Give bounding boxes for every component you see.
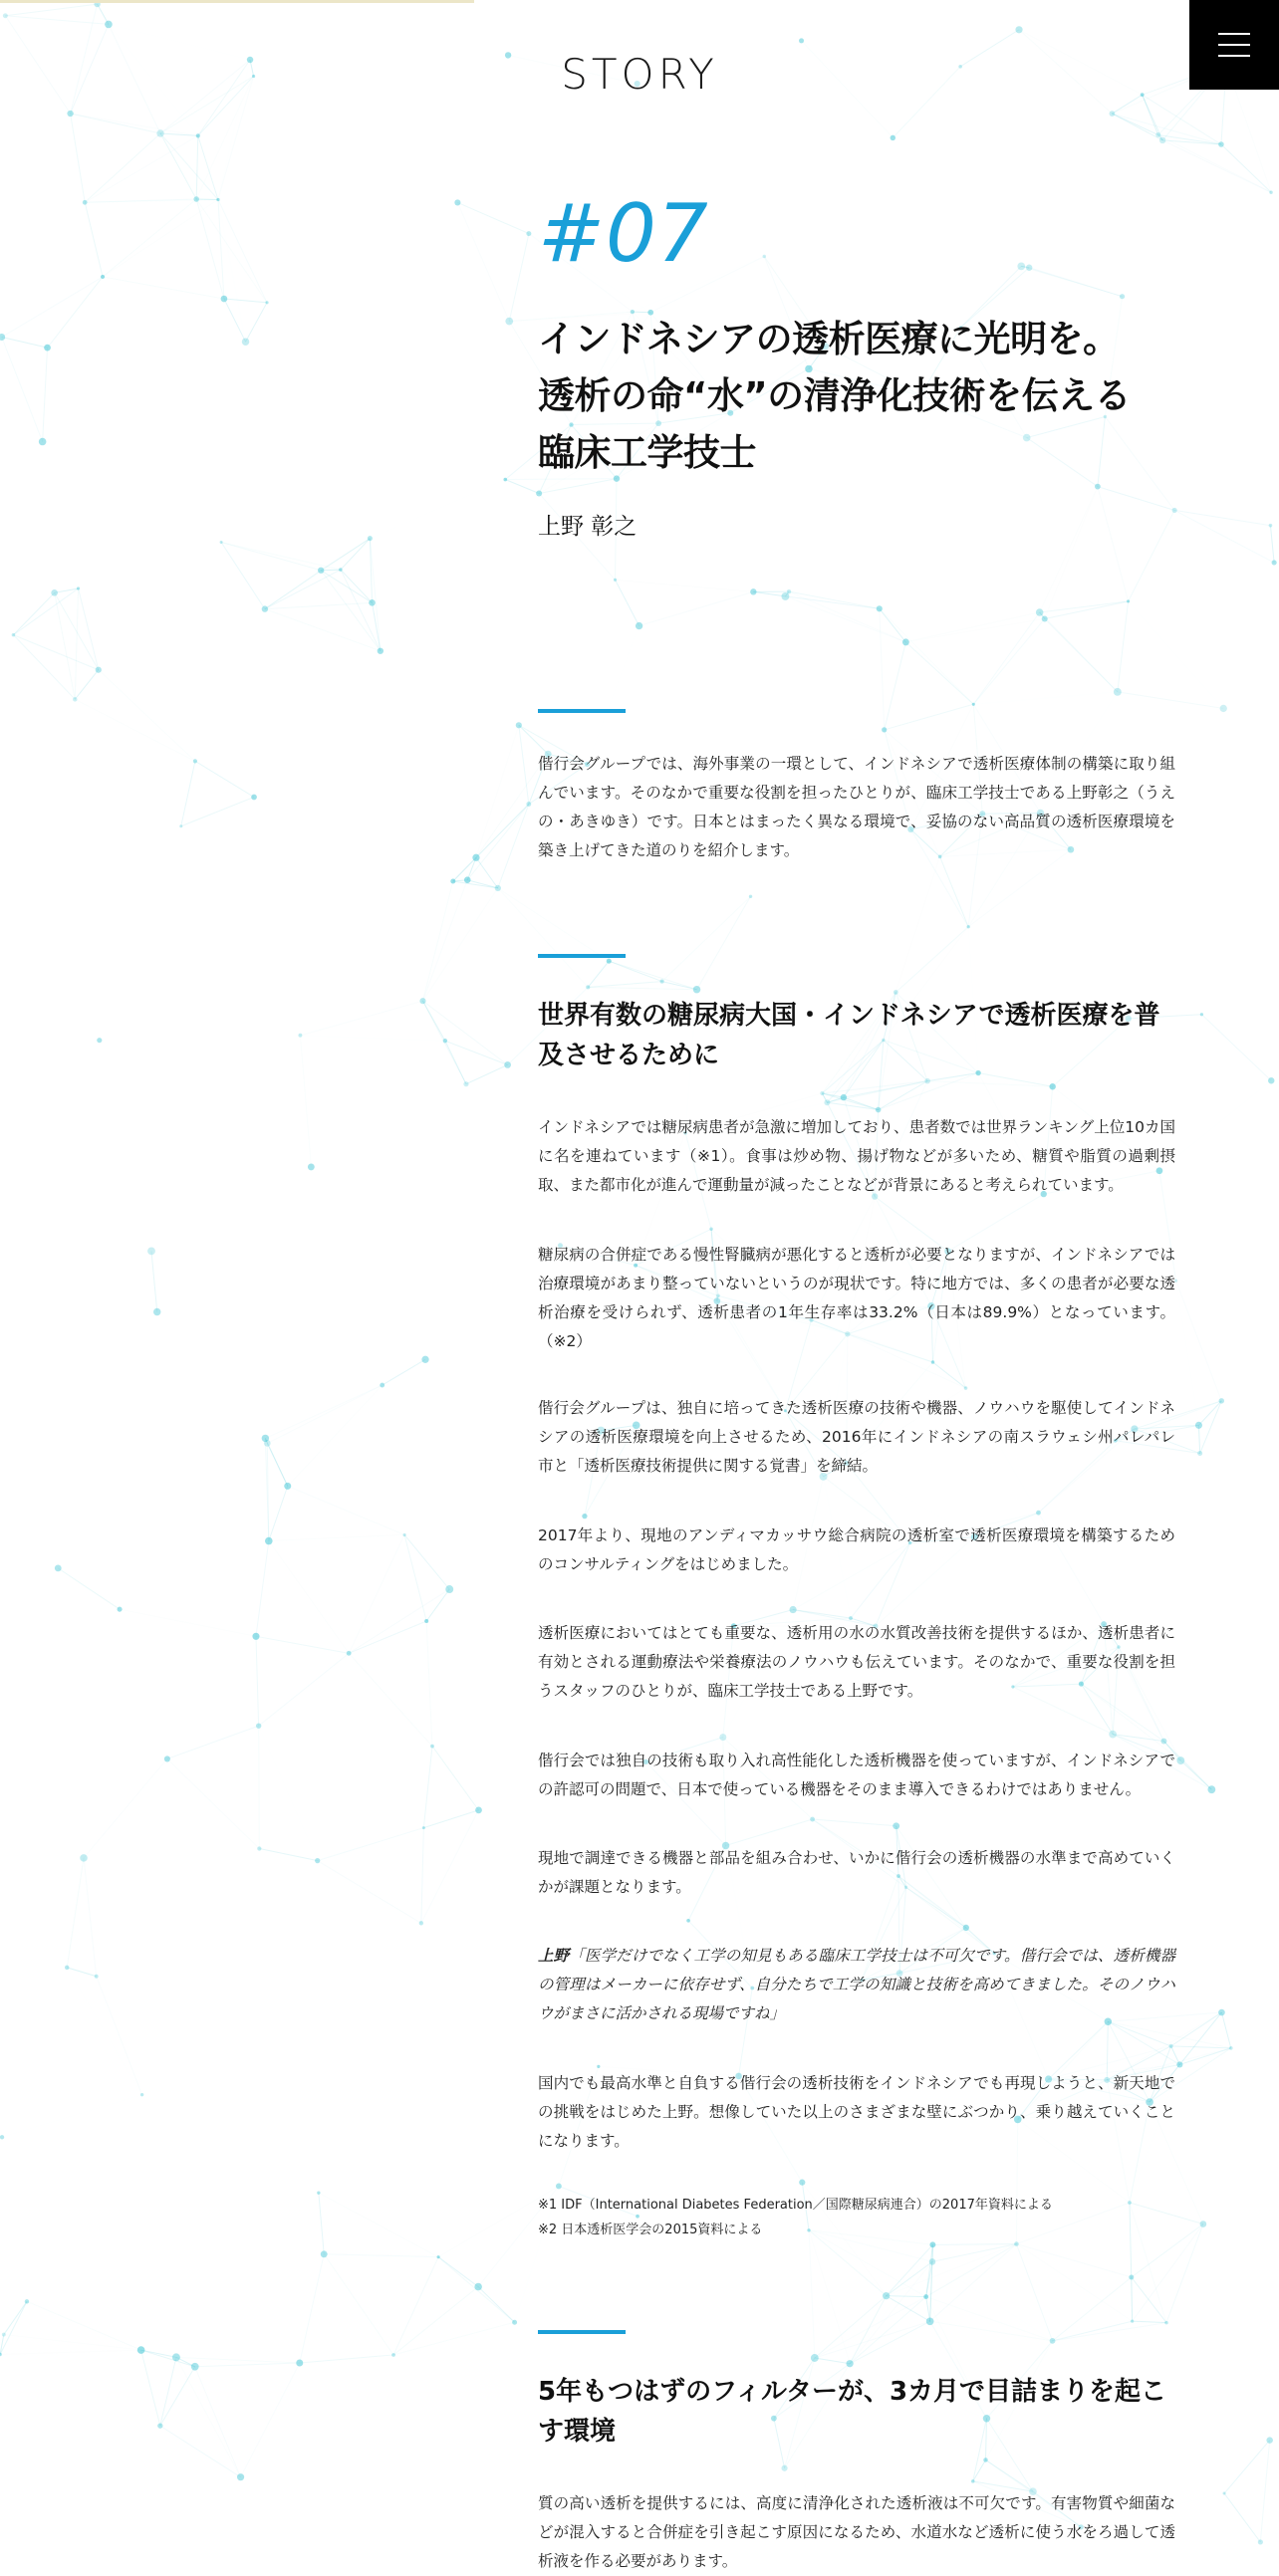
top-accent-bar [0, 0, 474, 3]
author-name: 上野 彰之 [538, 508, 637, 541]
site-logo[interactable]: STORY [0, 50, 1279, 99]
story-number: #07 [538, 187, 709, 280]
menu-bar [1218, 33, 1250, 35]
section-divider [538, 954, 626, 958]
body-paragraph: 質の高い透析を提供するには、高度に清浄化された透析液は不可欠です。有害物質や細菌などが混入すると合併症を引き起こす原因になるため、水道水など透析に使う水をろ過して透析液を作る必要があります。 [538, 2489, 1175, 2576]
body-paragraph: 偕行会では独自の技術も取り入れ高性能化した透析機器を使っていますが、インドネシアでの許認可の問題で、日本で使っている機器をそのまま導入できるわけではありません。 [538, 1747, 1175, 1804]
title-line: 透析の命“水”の清浄化技術を伝える [538, 367, 1175, 424]
page-title [538, 311, 1175, 481]
body-paragraph: 国内でも最高水準と自負する偕行会の透析技術をインドネシアでも再現しようと、新天地での挑戦をはじめた上野。想像していた以上のさまざまな壁にぶつかり、乗り越えていくことになります。 [538, 2069, 1175, 2156]
footnote: ※1 IDF（International Diabetes Federation／国際糖尿病連合）の2017年資料による [538, 2193, 1175, 2218]
footnote: ※2 日本透析医学会の2015資料による [538, 2218, 1175, 2242]
body-paragraph: 偕行会グループは、独自に培ってきた透析医療の技術や機器、ノウハウを駆使してインドネシアの透析医療環境を向上させるため、2016年にインドネシアの南スラウェシ州パレパレ市と「透析医療技術提供に関する覚書」を締結。 [538, 1394, 1175, 1481]
quote-paragraph [538, 1942, 1175, 2028]
section-divider [538, 2330, 626, 2334]
menu-bar [1218, 44, 1250, 46]
body-paragraph: インドネシアでは糖尿病患者が急激に増加しており、患者数では世界ランキング上位10カ国に名を連ねています（※1）。食事は炒め物、揚げ物などが多いため、糖質や脂質の過剰摂取、また都市化が進んで運動量が減ったことなどが背景にあると考えられています。 [538, 1113, 1175, 1200]
body-paragraph: 現地で調達できる機器と部品を組み合わせ、いかに偕行会の透析機器の水準まで高めていくかが課題となります。 [538, 1844, 1175, 1902]
body-paragraph: 2017年より、現地のアンディマカッサウ総合病院の透析室で透析医療環境を構築するためのコンサルティングをはじめました。 [538, 1522, 1175, 1579]
section-heading: 5年もつはずのフィルターが、3カ月で目詰まりを起こす環境 [538, 2372, 1175, 2452]
quote-speaker: 上野 [538, 1947, 569, 1965]
hamburger-menu-icon[interactable] [1189, 0, 1279, 90]
footnotes [538, 2193, 1175, 2242]
intro-paragraph: 偕行会グループでは、海外事業の一環として、インドネシアで透析医療体制の構築に取り組んでいます。そのなかで重要な役割を担ったひとりが、臨床工学技士である上野彰之（うえの・あきゆき）です。日本とはまったく異なる環境で、妥協のない高品質の透析医療環境を築き上げてきた道のりを紹介します。 [538, 750, 1175, 865]
section-heading: 世界有数の糖尿病大国・インドネシアで透析医療を普及させるために [538, 996, 1175, 1075]
section-divider [538, 709, 626, 713]
body-paragraph: 透析医療においてはとても重要な、透析用の水の水質改善技術を提供するほか、透析患者に有効とされる運動療法や栄養療法のノウハウも伝えています。そのなかで、重要な役割を担うスタッフのひとりが、臨床工学技士である上野です。 [538, 1619, 1175, 1706]
quote-text: 「医学だけでなく工学の知見もある臨床工学技士は不可欠です。偕行会では、透析機器の管理はメーカーに依存せず、自分たちで工学の知識と技術を高めてきました。そのノウハウがまさに活かされる現場ですね」 [538, 1947, 1175, 2022]
title-line: 臨床工学技士 [538, 424, 1175, 481]
body-paragraph: 糖尿病の合併症である慢性腎臓病が悪化すると透析が必要となりますが、インドネシアでは治療環境があまり整っていないというのが現状です。特に地方では、多くの患者が必要な透析治療を受けられず、透析患者の1年生存率は33.2%（日本は89.9%）となっています。（※2） [538, 1241, 1175, 1356]
title-line: インドネシアの透析医療に光明を。 [538, 311, 1175, 367]
menu-bar [1218, 55, 1250, 57]
